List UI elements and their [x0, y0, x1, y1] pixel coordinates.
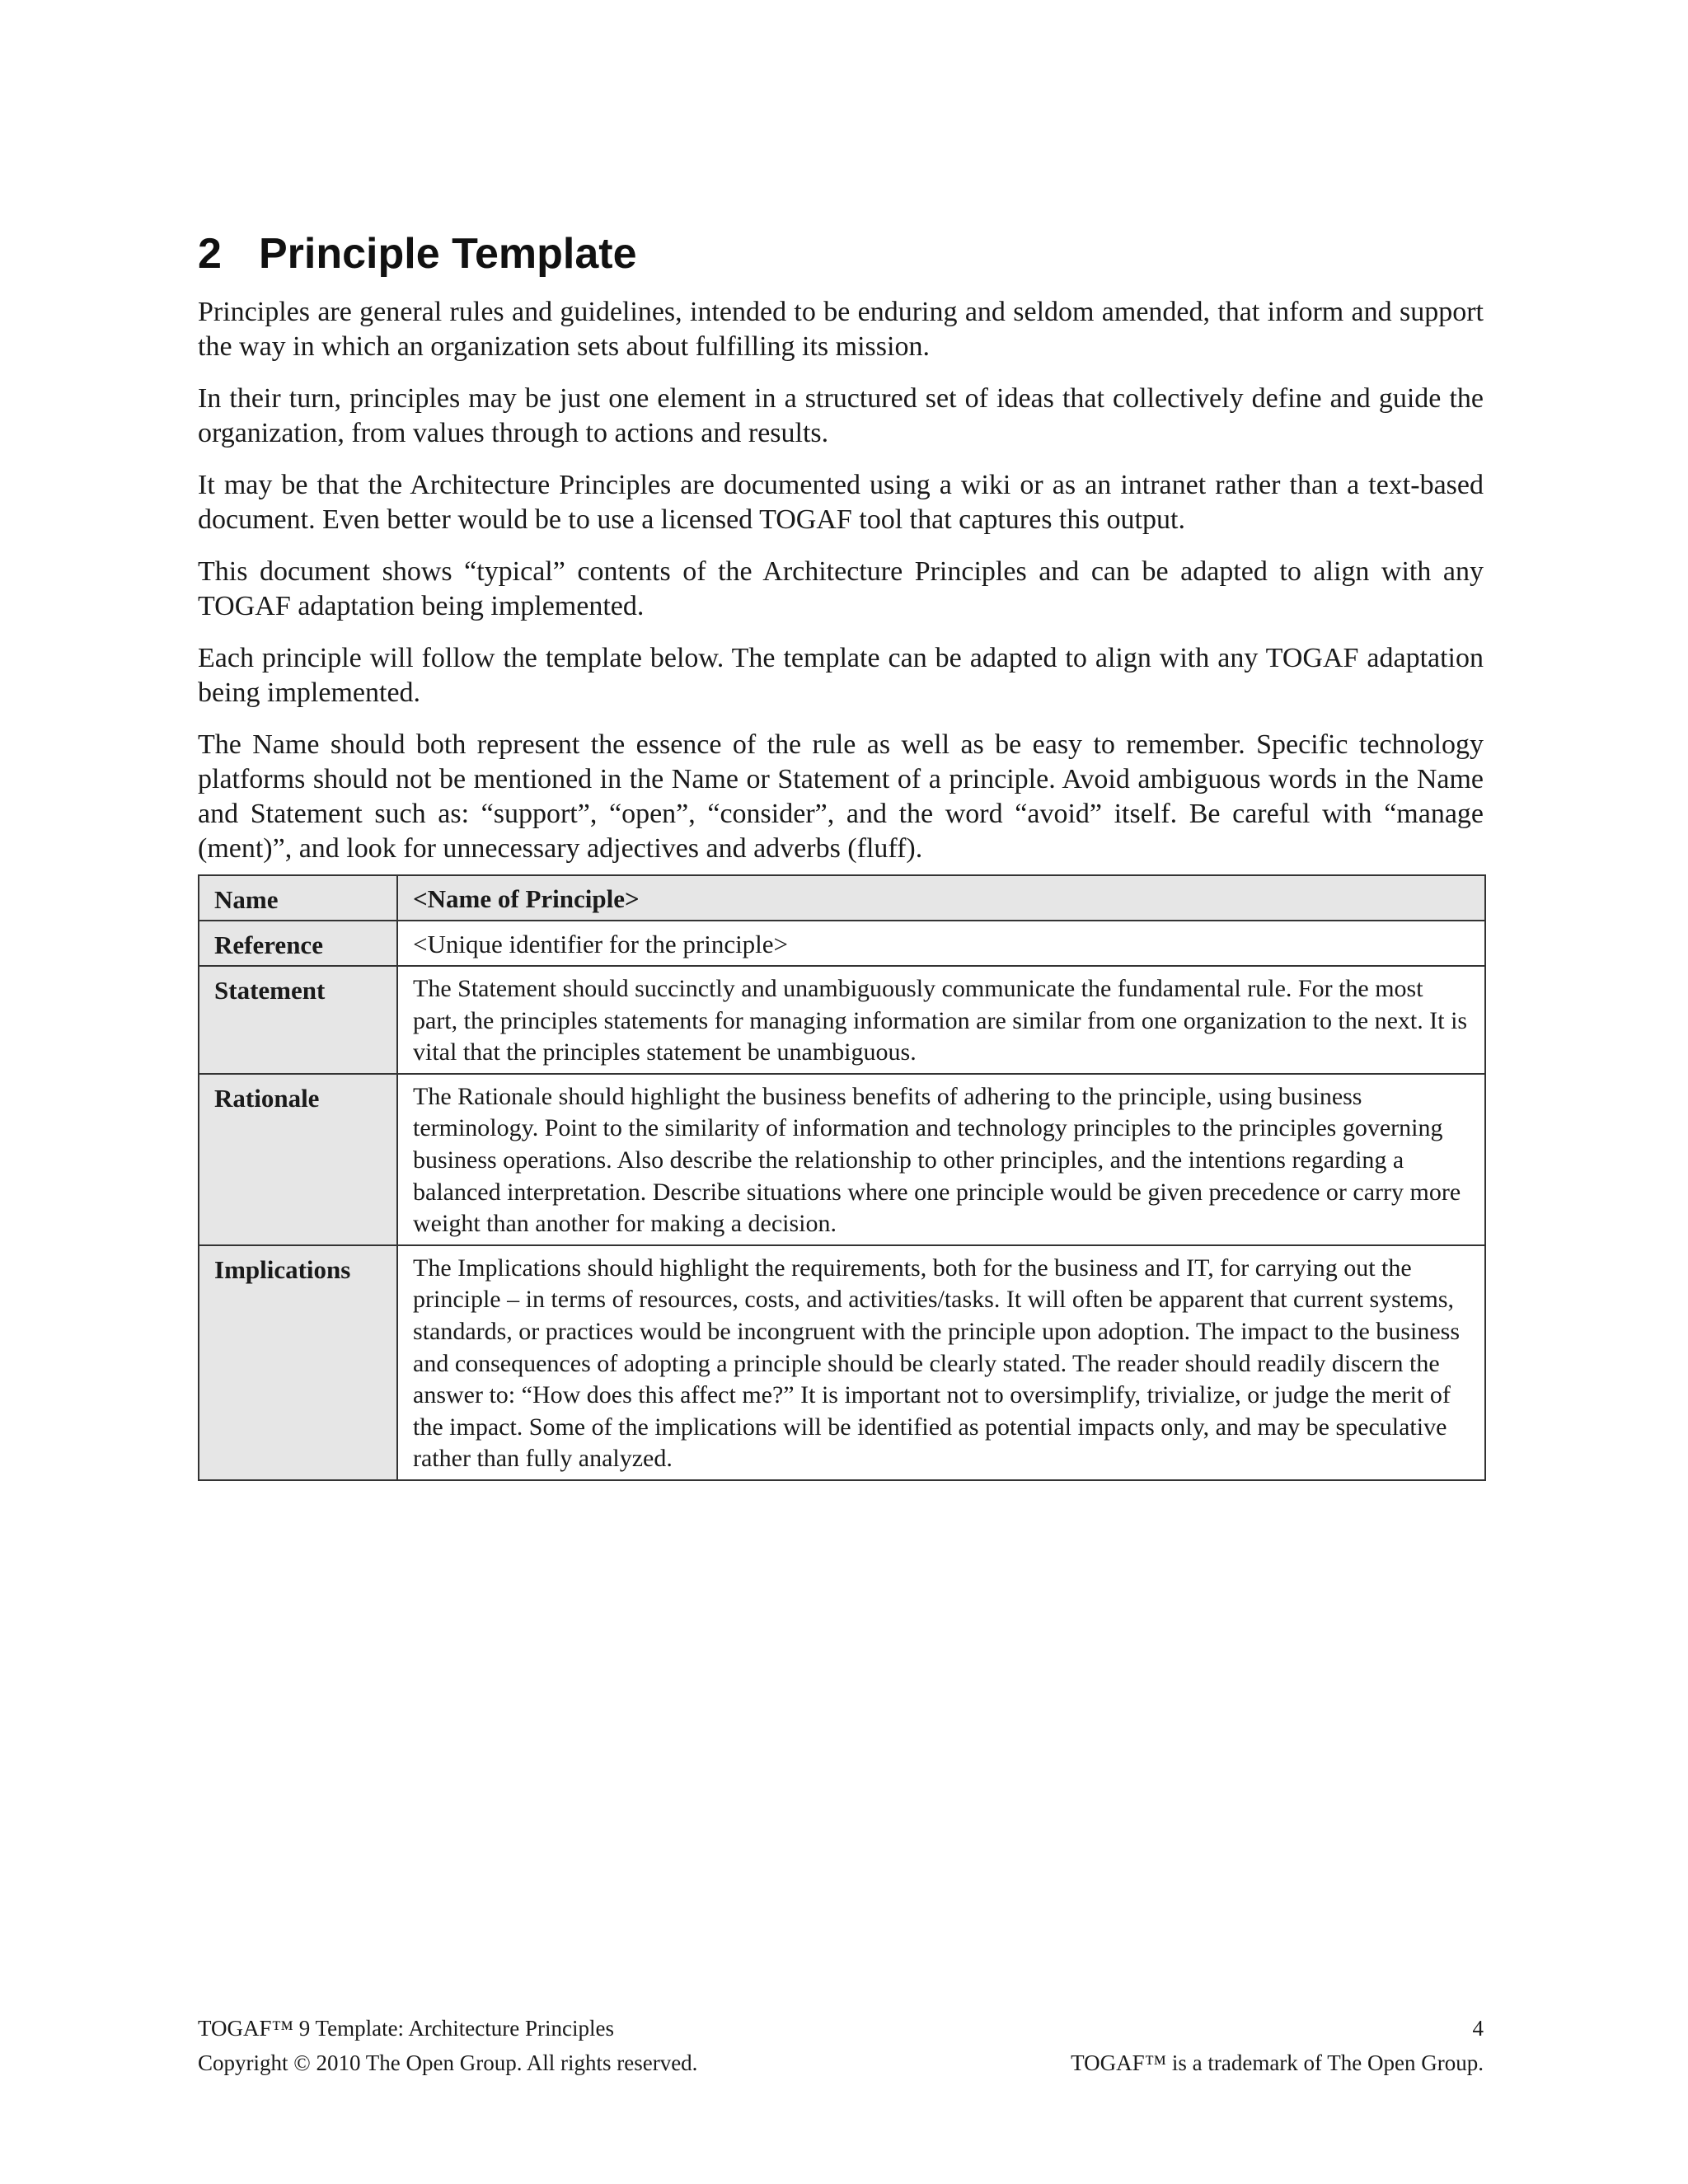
paragraph-structured-ideas: In their turn, principles may be just one element in a structured set of ideas that collectively define and guide the organization, from values through to actions and results. [198, 383, 1484, 448]
row-label-name: Name [199, 875, 397, 921]
footer-line-1 [198, 2014, 1484, 2042]
section-heading [198, 227, 637, 280]
row-value-implications: The Implications should highlight the requirements, both for the business and IT, for carrying out the principle – in terms of resources, costs, and activities/tasks. It will often be apparent that current systems, standards, or practices would be incongruent with the principle upon adoption. The impact to the business and consequences of adopting a principle should be clearly stated. The reader should readily discern the answer to: “How does this affect me?” It is important not to oversimplify, trivialize, or judge the merit of the impact. Some of the implications will be identified as potential impacts only, and may be speculative rather than fully analyzed. [397, 1245, 1485, 1480]
principle-template-table [198, 874, 1486, 1481]
paragraph-template-below: Each principle will follow the template below. The template can be adapted to align with any TOGAF adaptation being implemented. [198, 643, 1484, 708]
row-value-name: <Name of Principle> [397, 875, 1485, 921]
paragraph-wiki-intranet: It may be that the Architecture Principles are documented using a wiki or as an intranet rather than a text-based document. Even better would be to use a licensed TOGAF tool that captures this output. [198, 470, 1484, 535]
table-row-reference [199, 921, 1485, 966]
row-label-implications: Implications [199, 1245, 397, 1480]
body-text [198, 295, 1484, 883]
row-value-reference: <Unique identifier for the principle> [397, 921, 1485, 966]
paragraph-typical-contents: This document shows “typical” contents of the Architecture Principles and can be adapted to align with any TOGAF adaptation being implemented. [198, 556, 1484, 621]
footer-copyright: Copyright © 2010 The Open Group. All rights reserved. [198, 2050, 698, 2075]
table-row-rationale [199, 1074, 1485, 1245]
row-value-rationale: The Rationale should highlight the business benefits of adhering to the principle, using business terminology. Point to the similarity of information and technology principles to the principles governing business operations. Also describe the relationship to other principles, and the intentions regarding a balanced interpretation. Describe situations where one principle would be given precedence or carry more weight than another for making a decision. [397, 1074, 1485, 1245]
table-row-name [199, 875, 1485, 921]
row-label-reference: Reference [199, 921, 397, 966]
row-value-statement: The Statement should succinctly and unambiguously communicate the fundamental rule. For the most part, the principles statements for managing information are similar from one organization to the next. It is vital that the principles statement be unambiguous. [397, 966, 1485, 1074]
paragraph-intro: Principles are general rules and guidelines, intended to be enduring and seldom amended, that inform and support the way in which an organization sets about fulfilling its mission. [198, 297, 1484, 362]
footer-page-number: 4 [1472, 2016, 1484, 2041]
paragraph-name-guidance: The Name should both represent the essence of the rule as well as be easy to remember. Specific technology platforms should not be mentioned in the Name or Statement of a principle. Avoid ambiguous words in the Name and Statement such as: “support”, “open”, “consider”, and the word “avoid” itself. Be careful with “manage (ment)”, and look for unnecessary adjectives and adverbs (fluff). [198, 729, 1484, 864]
footer-line-2 [198, 2049, 1484, 2077]
section-number: 2 [198, 230, 222, 278]
table-row-statement [199, 966, 1485, 1074]
row-label-rationale: Rationale [199, 1074, 397, 1245]
footer-trademark: TOGAF™ is a trademark of The Open Group. [1071, 2050, 1484, 2075]
row-label-statement: Statement [199, 966, 397, 1074]
table-row-implications [199, 1245, 1485, 1480]
footer-doc-title: TOGAF™ 9 Template: Architecture Principles [198, 2016, 614, 2041]
section-title: Principle Template [259, 230, 637, 278]
